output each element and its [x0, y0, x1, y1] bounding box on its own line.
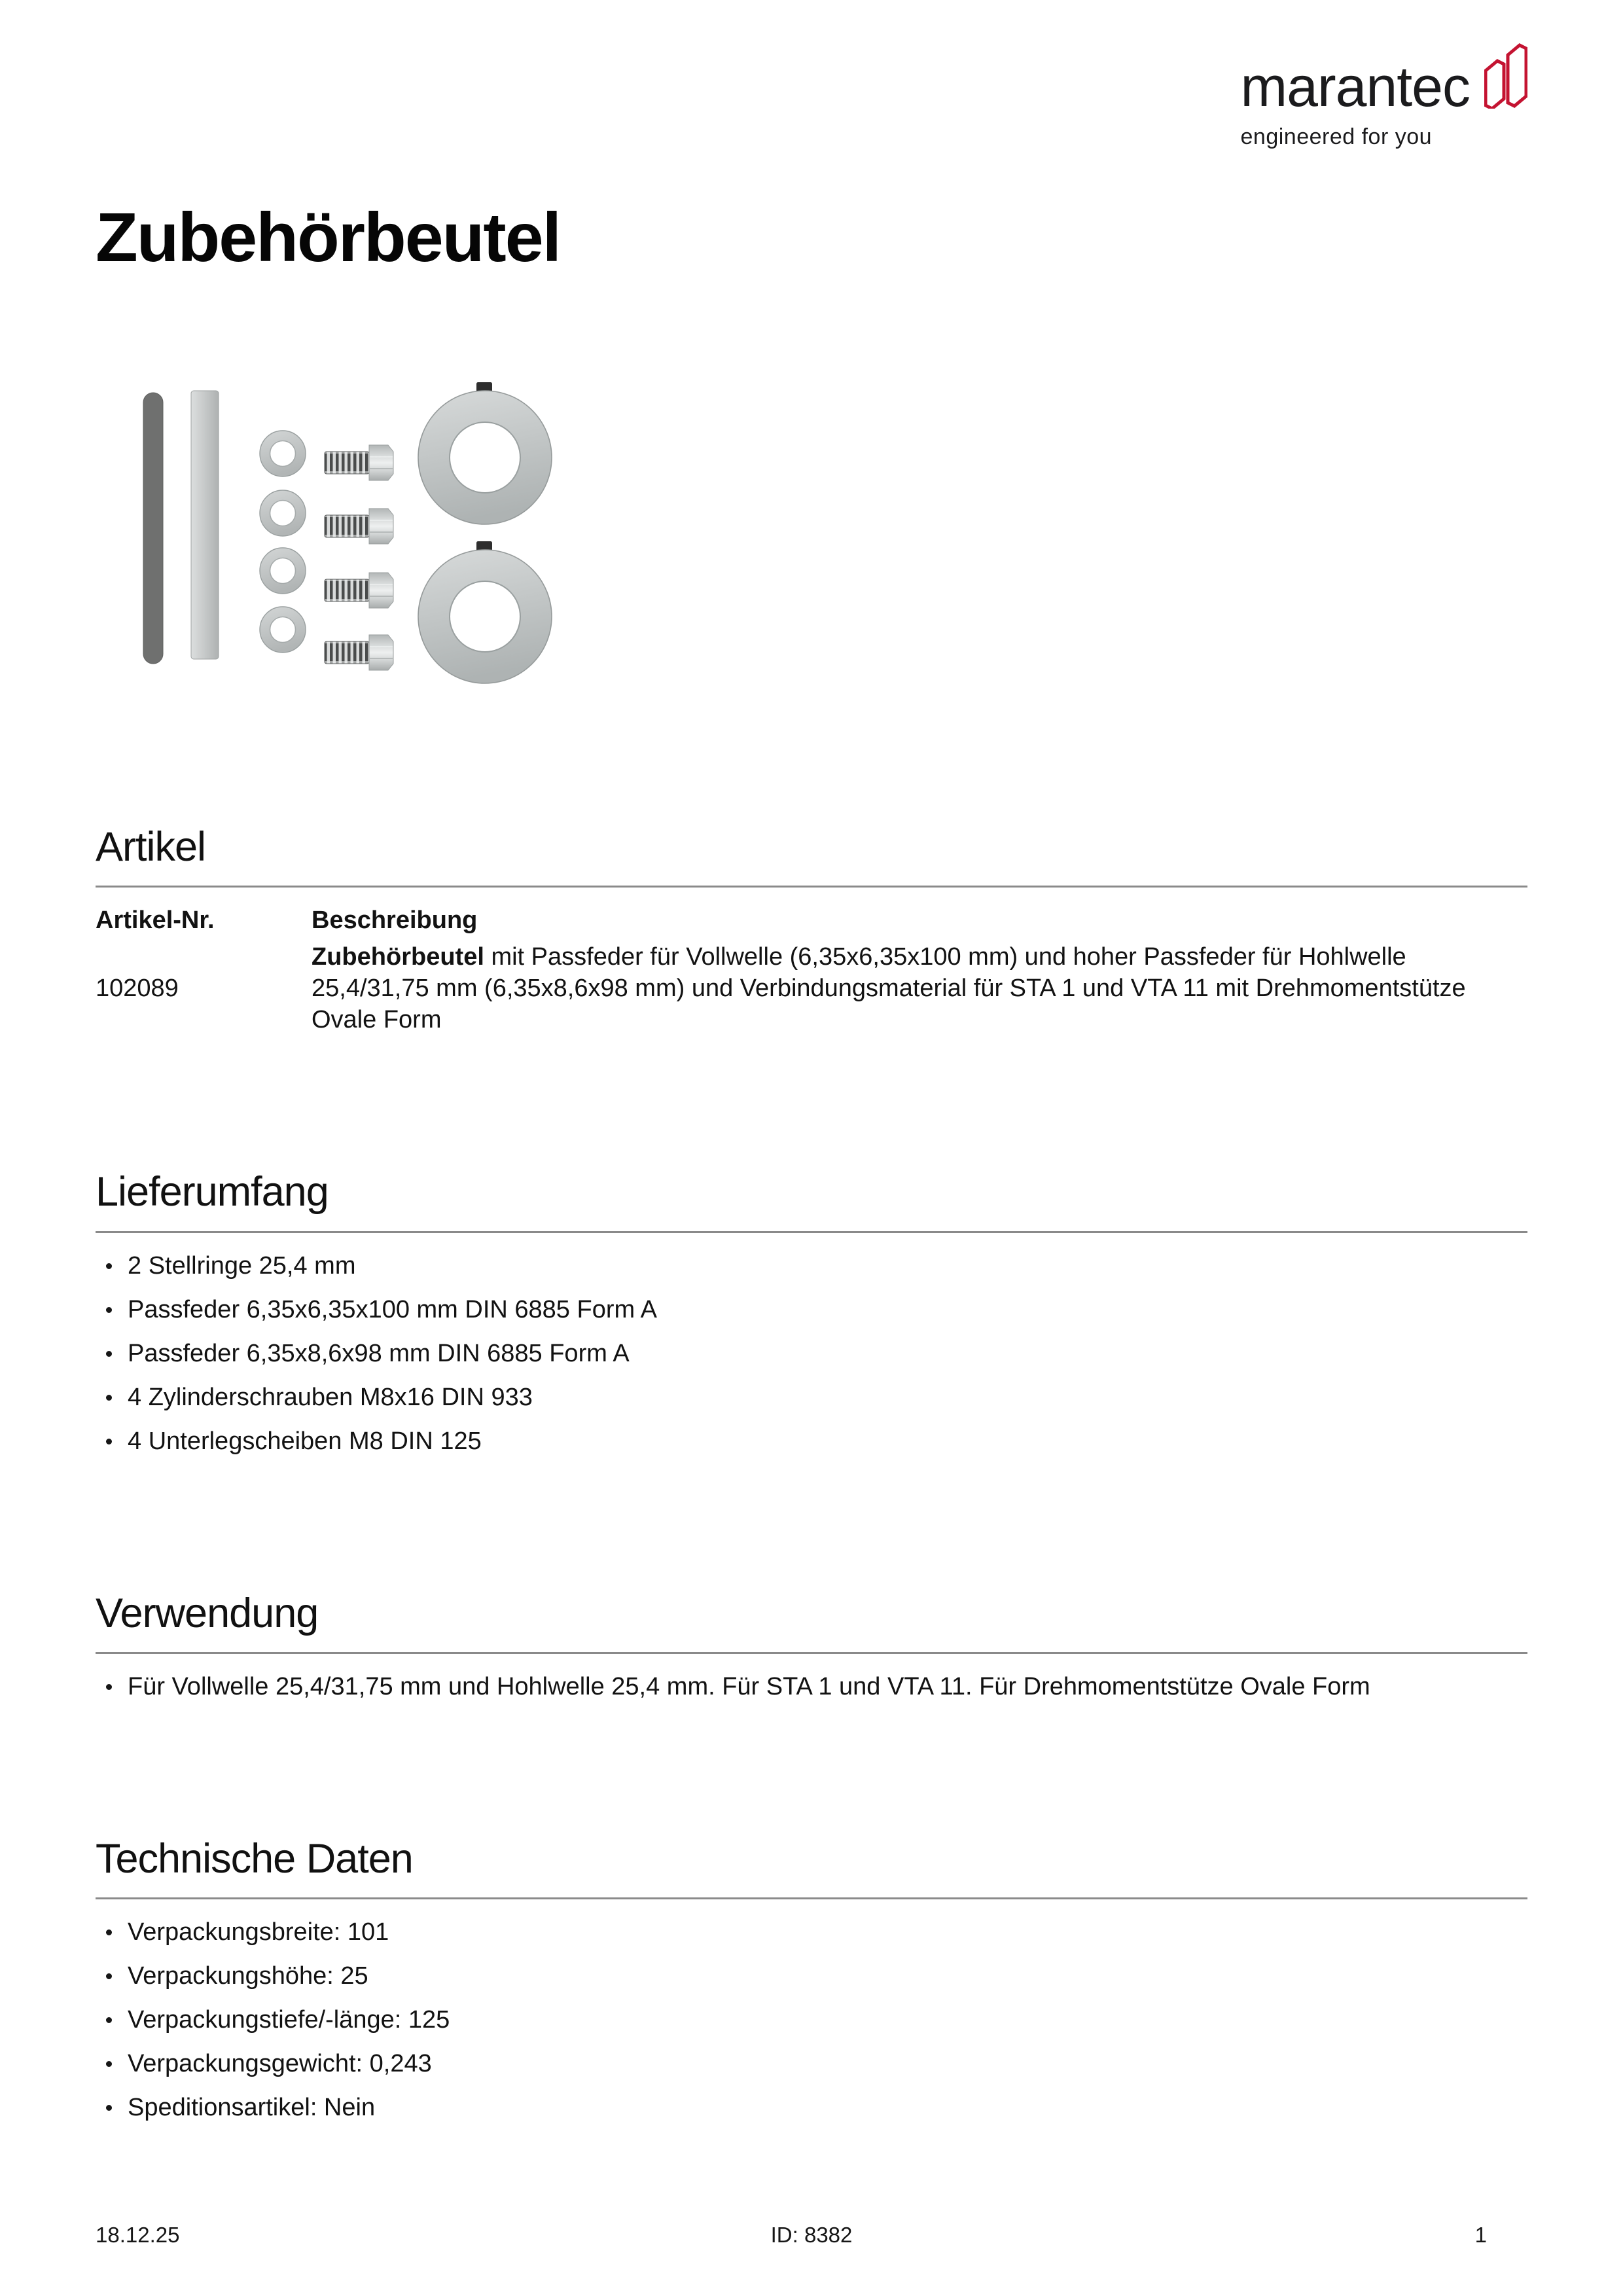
list-item — [96, 2092, 1527, 2123]
section-rule — [96, 1897, 1527, 1899]
artikel-heading: Artikel — [96, 824, 206, 870]
footer-page-number: 1 — [1474, 2223, 1487, 2247]
bullet-dot — [106, 1351, 112, 1357]
section-technische-daten — [96, 1837, 1527, 2123]
article-table-header — [96, 905, 1527, 936]
footer — [96, 2223, 1527, 2248]
bullet-dot — [106, 2105, 112, 2111]
list-item — [96, 1960, 1527, 1992]
brand-logo — [1240, 38, 1528, 149]
bullet-dot — [106, 1307, 112, 1313]
technische-daten-list — [96, 1916, 1527, 2123]
section-rule — [96, 1231, 1527, 1233]
brand-name: marantec — [1240, 56, 1470, 118]
list-item-text: 2 Stellringe 25,4 mm — [128, 1251, 356, 1280]
column-header-description: Beschreibung — [312, 906, 478, 935]
list-item-text: Verpackungsgewicht: 0,243 — [128, 2050, 432, 2078]
list-item-text: Verpackungstiefe/-länge: 125 — [128, 2006, 450, 2034]
column-header-number: Artikel-Nr. — [96, 906, 215, 935]
brand-logo-text — [1240, 56, 1471, 149]
footer-doc-id: ID: 8382 — [770, 2223, 853, 2247]
article-description-bold: Zubehörbeutel — [312, 943, 484, 971]
list-item-text: Verpackungsbreite: 101 — [128, 1918, 389, 1946]
list-item-text: Für Vollwelle 25,4/31,75 mm und Hohlwelle 25,4 mm. Für STA 1 und VTA 11. Für Drehmomentstütze Ovale Form — [128, 1672, 1370, 1700]
list-item — [96, 1382, 1527, 1413]
list-item-text: Passfeder 6,35x8,6x98 mm DIN 6885 Form A — [128, 1339, 630, 1367]
article-table — [96, 905, 1527, 1035]
section-rule — [96, 1652, 1527, 1654]
list-item-text: Verpackungshöhe: 25 — [128, 1962, 368, 1990]
list-item — [96, 2048, 1527, 2079]
dark-key-bar — [143, 393, 163, 664]
list-item — [96, 1916, 1527, 1948]
header — [96, 0, 1527, 149]
bullet-dot — [106, 2061, 112, 2067]
footer-date: 18.12.25 — [96, 2223, 180, 2247]
section-rule — [96, 886, 1527, 888]
bullet-dot — [106, 1973, 112, 1979]
list-item — [96, 2004, 1527, 2036]
section-artikel — [96, 825, 1527, 1035]
list-item — [96, 1671, 1527, 1702]
bullet-dot — [106, 1395, 112, 1401]
list-item-text: Passfeder 6,35x6,35x100 mm DIN 6885 Form A — [128, 1295, 657, 1323]
bullet-dot — [106, 1929, 112, 1935]
table-row — [96, 941, 1527, 1035]
list-item-text: 4 Unterlegscheiben M8 DIN 125 — [128, 1427, 482, 1455]
article-description — [312, 941, 1483, 1035]
list-item-text: 4 Zylinderschrauben M8x16 DIN 933 — [128, 1383, 533, 1411]
list-item-text: Speditionsartikel: Nein — [128, 2094, 376, 2122]
brand-tagline: engineered for you — [1240, 124, 1433, 149]
list-item — [96, 1426, 1527, 1457]
lieferumfang-heading: Lieferumfang — [96, 1169, 329, 1215]
bullet-dot — [106, 1263, 112, 1269]
section-lieferumfang — [96, 1170, 1527, 1456]
verwendung-list — [96, 1671, 1527, 1702]
list-item — [96, 1250, 1527, 1282]
product-image — [96, 361, 601, 738]
article-number: 102089 — [96, 975, 179, 1003]
technische-daten-heading: Technische Daten — [96, 1835, 413, 1882]
article-description-rest: mit Passfeder für Vollwelle (6,35x6,35x100 mm) und hoher Passfeder für Hohlwelle 25,4/31,75 mm (6,35x8,6x98 mm) und Verbindungsmaterial für STA 1 und VTA 11 mit Drehmomentstütze Ovale Form — [312, 943, 1466, 1034]
brand-logo-icon — [1484, 43, 1527, 109]
list-item — [96, 1338, 1527, 1369]
light-key-bar — [191, 391, 219, 659]
bullet-dot — [106, 1439, 112, 1444]
product-image-graphic — [96, 361, 601, 738]
lieferumfang-list — [96, 1250, 1527, 1457]
bullet-dot — [106, 1684, 112, 1690]
list-item — [96, 1294, 1527, 1325]
section-verwendung — [96, 1591, 1527, 1702]
verwendung-heading: Verwendung — [96, 1590, 319, 1636]
bullet-dot — [106, 2017, 112, 2023]
page-title: Zubehörbeutel — [96, 199, 561, 276]
